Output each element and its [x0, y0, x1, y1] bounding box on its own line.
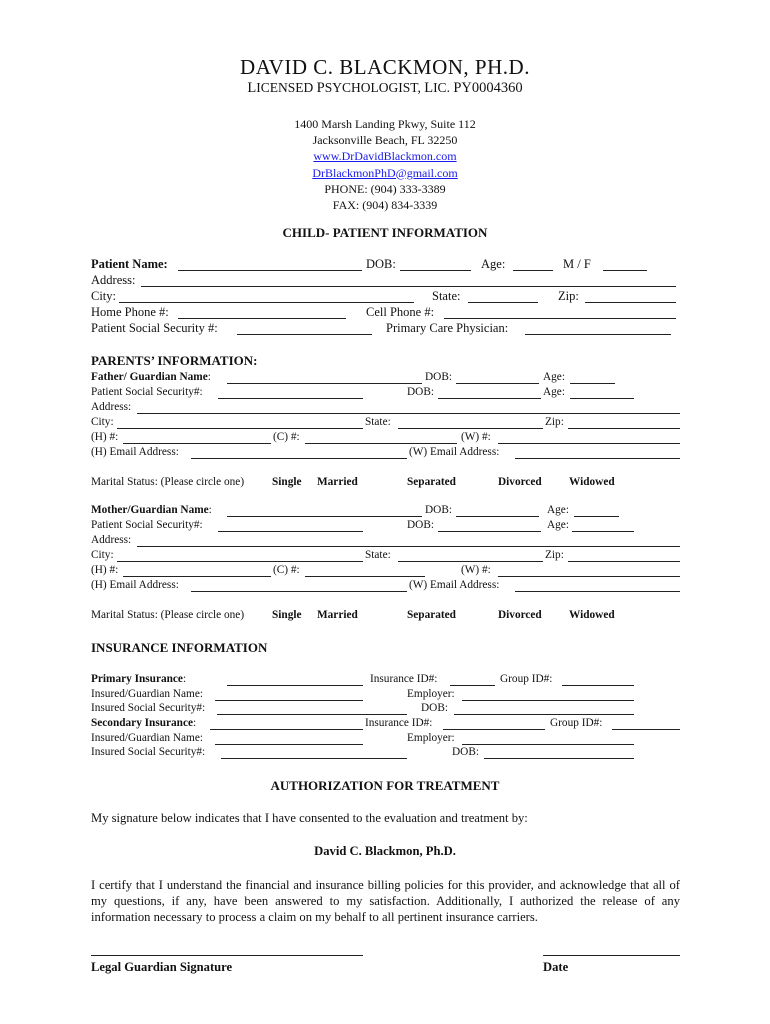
patient-state-label: State:: [432, 289, 461, 303]
primary-insurance-id-field[interactable]: [450, 685, 495, 686]
father-marital-single[interactable]: Single: [272, 476, 302, 488]
secondary-group-id-field[interactable]: [612, 729, 680, 730]
pcp-label: Primary Care Physician:: [386, 321, 509, 335]
mother-dob2-field[interactable]: [438, 531, 541, 532]
patient-age-field[interactable]: [513, 270, 553, 271]
father-w-phone-field[interactable]: [498, 443, 680, 444]
mother-marital-married[interactable]: Married: [317, 609, 358, 621]
pcp-field[interactable]: [525, 334, 671, 335]
license-small-caps-ic: IC.: [433, 80, 454, 95]
patient-city-field[interactable]: [119, 302, 414, 303]
mother-dob-field[interactable]: [456, 516, 539, 517]
primary-employer-field[interactable]: [462, 700, 634, 701]
primary-insured-name-label: Insured/Guardian Name:: [91, 688, 203, 700]
mother-state-field[interactable]: [398, 561, 543, 562]
primary-insurance-label: Primary Insurance:: [91, 673, 187, 685]
mother-name-field[interactable]: [227, 516, 422, 517]
father-w-email-label: (W) Email Address:: [409, 446, 500, 458]
home-phone-field[interactable]: [178, 318, 346, 319]
secondary-insured-name-field[interactable]: [215, 744, 363, 745]
mother-marital-widowed[interactable]: Widowed: [569, 609, 615, 621]
mother-h-email-label: (H) Email Address:: [91, 579, 179, 591]
website-link[interactable]: www.DrDavidBlackmon.com: [313, 149, 457, 164]
secondary-insurance-label: Secondary Insurance:: [91, 717, 197, 729]
father-marital-married[interactable]: Married: [317, 476, 358, 488]
primary-group-id-field[interactable]: [562, 685, 634, 686]
patient-city-label: City:: [91, 289, 117, 303]
mother-h-email-field[interactable]: [191, 591, 407, 592]
patient-zip-label: Zip:: [558, 289, 579, 303]
address-line-1: 1400 Marsh Landing Pkwy, Suite 112: [294, 117, 476, 131]
mother-address-label: Address:: [91, 534, 132, 546]
secondary-dob-label: DOB:: [452, 746, 479, 758]
mother-state-label: State:: [365, 549, 391, 561]
mother-w-email-field[interactable]: [515, 591, 680, 592]
father-ssn-field[interactable]: [218, 398, 363, 399]
mother-zip-label: Zip:: [545, 549, 564, 561]
address-line-2: Jacksonville Beach, FL 32250: [312, 133, 458, 148]
primary-insured-name-field[interactable]: [215, 700, 363, 701]
father-marital-label: Marital Status: (Please circle one): [91, 476, 245, 488]
father-ssn-label: Patient Social Security#:: [91, 386, 203, 398]
child-section-heading: CHILD- PATIENT INFORMATION: [282, 225, 488, 240]
mother-c-phone-label: (C) #:: [273, 564, 300, 576]
patient-dob-label: DOB:: [366, 257, 396, 271]
secondary-insured-ssn-label: Insured Social Security#:: [91, 746, 206, 758]
mother-marital-label: Marital Status: (Please circle one): [91, 609, 245, 621]
cell-phone-label: Cell Phone #:: [366, 305, 435, 319]
father-name-field[interactable]: [227, 383, 422, 384]
father-address-label: Address:: [91, 401, 132, 413]
primary-insurance-id-label: Insurance ID#:: [370, 673, 438, 685]
primary-dob-label: DOB:: [421, 702, 448, 714]
secondary-insured-ssn-field[interactable]: [221, 758, 407, 759]
mother-ssn-label: Patient Social Security#:: [91, 519, 203, 531]
phone-number: PHONE: (904) 333-3389: [324, 181, 446, 196]
primary-group-id-label: Group ID#:: [500, 673, 553, 685]
mother-dob-label: DOB:: [425, 504, 452, 516]
provider-name: David C. Blackmon, Ph.D.: [314, 844, 456, 858]
patient-address-label: Address:: [91, 273, 136, 287]
primary-insured-ssn-label: Insured Social Security#:: [91, 702, 206, 714]
primary-insurance-field[interactable]: [227, 685, 363, 686]
secondary-group-id-label: Group ID#:: [550, 717, 603, 729]
mother-ssn-field[interactable]: [218, 531, 363, 532]
primary-employer-label: Employer:: [407, 688, 455, 700]
father-c-phone-label: (C) #:: [273, 431, 300, 443]
father-zip-field[interactable]: [568, 428, 680, 429]
father-dob2-label: DOB:: [407, 386, 434, 398]
father-h-email-label: (H) Email Address:: [91, 446, 179, 458]
mother-zip-field[interactable]: [568, 561, 680, 562]
patient-zip-field[interactable]: [585, 302, 676, 303]
date-label: Date: [543, 960, 569, 974]
patient-sex-label: M / F: [563, 257, 591, 271]
mother-city-field[interactable]: [117, 561, 363, 562]
secondary-insurance-field[interactable]: [210, 729, 363, 730]
mother-w-phone-label: (W) #:: [461, 564, 491, 576]
father-w-phone-label: (W) #:: [461, 431, 491, 443]
father-age-field[interactable]: [570, 383, 615, 384]
secondary-employer-field[interactable]: [462, 744, 634, 745]
license-line: [0, 80, 770, 97]
mother-dob2-label: DOB:: [407, 519, 434, 531]
license-small-caps-P: P: [316, 80, 325, 96]
mother-c-phone-field[interactable]: [305, 576, 425, 577]
father-age2-field[interactable]: [570, 398, 634, 399]
patient-name-label: Patient Name:: [91, 257, 168, 271]
consent-statement: My signature below indicates that I have consented to the evaluation and treatment by:: [91, 811, 528, 825]
mother-h-phone-label: (H) #:: [91, 564, 119, 576]
cell-phone-field[interactable]: [444, 318, 676, 319]
father-c-phone-field[interactable]: [305, 443, 457, 444]
father-h-phone-field[interactable]: [123, 443, 271, 444]
mother-h-phone-field[interactable]: [123, 576, 271, 577]
secondary-employer-label: Employer:: [407, 732, 455, 744]
father-dob-field[interactable]: [456, 383, 539, 384]
father-zip-label: Zip:: [545, 416, 564, 428]
father-marital-divorced[interactable]: Divorced: [498, 476, 542, 488]
mother-age-label: Age:: [547, 504, 569, 516]
secondary-insurance-id-field[interactable]: [443, 729, 545, 730]
guardian-signature-label: Legal Guardian Signature: [91, 960, 233, 974]
father-city-field[interactable]: [117, 428, 363, 429]
insurance-section-heading: INSURANCE INFORMATION: [91, 640, 268, 655]
email-link[interactable]: DrBlackmonPhD@gmail.com: [312, 165, 458, 180]
mother-age2-field[interactable]: [572, 531, 634, 532]
license-small-caps-L: L: [247, 80, 257, 96]
father-marital-separated[interactable]: Separated: [407, 476, 456, 488]
patient-sex-field[interactable]: [603, 270, 647, 271]
mother-marital-divorced[interactable]: Divorced: [498, 609, 542, 621]
mother-w-email-label: (W) Email Address:: [409, 579, 500, 591]
father-h-phone-label: (H) #:: [91, 431, 119, 443]
mother-marital-separated[interactable]: Separated: [407, 609, 456, 621]
authorization-heading: AUTHORIZATION FOR TREATMENT: [270, 778, 500, 793]
fax-number: FAX: (904) 834-3339: [332, 198, 438, 213]
mother-city-label: City:: [91, 549, 114, 561]
patient-dob-field[interactable]: [400, 270, 471, 271]
primary-insured-ssn-field[interactable]: [217, 714, 407, 715]
guardian-signature-field[interactable]: [91, 955, 363, 956]
patient-age-label: Age:: [481, 257, 506, 271]
secondary-insurance-id-label: Insurance ID#:: [365, 717, 433, 729]
license-number: PY0004360: [453, 80, 523, 96]
father-state-label: State:: [365, 416, 391, 428]
practitioner-name: DAVID C. BLACKMON, PH.D.: [240, 55, 530, 79]
date-field[interactable]: [543, 955, 680, 956]
mother-address-field[interactable]: [137, 546, 680, 547]
father-age-label: Age:: [543, 371, 565, 383]
patient-address-field[interactable]: [141, 286, 676, 287]
parents-section-heading: PARENTS’ INFORMATION:: [91, 353, 258, 368]
patient-ssn-label: Patient Social Security #:: [91, 321, 218, 335]
contact-block: [0, 116, 770, 213]
patient-name-field[interactable]: [178, 270, 362, 271]
mother-marital-single[interactable]: Single: [272, 609, 302, 621]
father-name-label: Father/ Guardian Name:: [91, 371, 211, 383]
father-w-email-field[interactable]: [515, 458, 680, 459]
father-address-field[interactable]: [137, 413, 680, 414]
secondary-insured-name-label: Insured/Guardian Name:: [91, 732, 203, 744]
mother-age-field[interactable]: [574, 516, 619, 517]
father-h-email-field[interactable]: [191, 458, 407, 459]
patient-state-field[interactable]: [468, 302, 538, 303]
primary-dob-field[interactable]: [454, 714, 634, 715]
secondary-dob-field[interactable]: [484, 758, 634, 759]
father-state-field[interactable]: [398, 428, 543, 429]
father-marital-widowed[interactable]: Widowed: [569, 476, 615, 488]
father-age2-label: Age:: [543, 386, 565, 398]
certification-paragraph: I certify that I understand the financial and insurance billing policies for this provider, and acknowledge that all of my questions, if any, have been answered to my satisfaction. Additionally, I authorized the release of any information necessary to process a claim on my behalf to all pertinent insurance carriers.: [91, 878, 680, 924]
mother-w-phone-field[interactable]: [498, 576, 680, 577]
father-city-label: City:: [91, 416, 114, 428]
patient-ssn-field[interactable]: [237, 334, 372, 335]
mother-age2-label: Age:: [547, 519, 569, 531]
license-small-caps-icensed: ICENSED: [256, 80, 317, 95]
mother-name-label: Mother/Guardian Name:: [91, 504, 212, 516]
license-small-caps-sychologist: SYCHOLOGIST,: [324, 80, 425, 95]
father-dob2-field[interactable]: [438, 398, 541, 399]
home-phone-label: Home Phone #:: [91, 305, 169, 319]
license-small-caps-L2: L: [424, 80, 434, 96]
father-dob-label: DOB:: [425, 371, 452, 383]
